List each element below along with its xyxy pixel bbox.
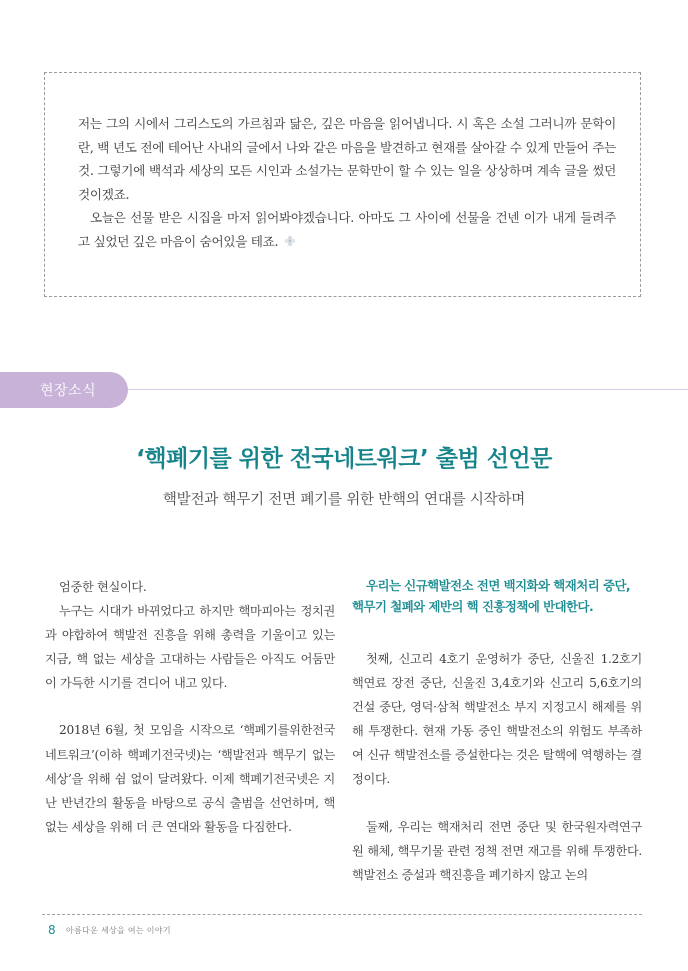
article-title: ‘핵폐기를 위한 전국네트워크’ 출범 선언문 [136,446,552,472]
right-lead-line-1: 우리는 신규핵발전소 전면 백지화와 핵재처리 중단, [366,578,631,593]
quote-text [78,112,616,254]
quote-paragraph-2 [78,206,616,253]
quote-paragraph-1: 저는 그의 시에서 그리스도의 가르침과 닮은, 깊은 마음을 읽어냅니다. 시 혹은 소설 그러니까 문학이란, 백 년도 전에 테어난 사내의 글에서 나와 같은 마음을 발견하고 현재를 살아갈 수 있게 만들어 주는 것. 그렇기에 백석과 세상의 모든 시인과 소설가는 문학만이 할 수 있는 일을 상상하며 계속 글을 썼던 것이겠죠. [78,116,616,202]
right-column [352,575,642,887]
footer-divider [42,914,642,915]
right-paragraph-2: 둘째, 우리는 핵재처리 전면 중단 및 한국원자력연구원 해체, 핵무기물 관련 정책 전면 재고를 위해 투쟁한다. 핵발전소 증설과 핵진흥을 폐기하지 않고 논의 [352,819,642,882]
footer-title: 아름다운 세상을 여는 이야기 [66,926,171,935]
left-column [45,575,335,839]
section-tag-label: 현장소식 [40,383,97,399]
right-paragraph-1: 첫째, 신고리 4호기 운영허가 중단, 신울진 1.2호기 핵연료 장전 중단, 신울진 3,4호기와 신고리 5,6호기의 건설 중단, 영덕·삼척 핵발전소 부지 지정고시 해제를 위해 투쟁한다. 현재 가동 중인 핵발전소의 위험도 부족하여 신규 핵발전소를 증설한다는 것은 탈핵에 역행하는 결정이다. [352,652,642,787]
right-lead [352,575,642,617]
flower-icon [282,233,298,249]
left-paragraph-2: 누구는 시대가 바뀌었다고 하지만 핵마피아는 정치권과 야합하여 핵발전 진흥을 위해 총력을 기울이고 있는 지금, 핵 없는 세상을 고대하는 사람들은 아직도 어둠만이 가득한 시기를 견디어 내고 있다. [45,604,335,691]
article-subtitle: 핵발전과 핵무기 전면 폐기를 위한 반핵의 연대를 시작하며 [162,492,526,508]
quote-paragraph-2-text: 오늘은 선물 받은 시집을 마저 읽어봐야겠습니다. 아마도 그 사이에 선물을 건넨 이가 내게 들려주고 싶었던 깊은 마음이 숨어있을 테죠. [78,210,616,249]
section-divider [128,389,688,390]
right-lead-line-2: 핵무기 철폐와 제반의 핵 진흥정책에 반대한다. [352,599,594,614]
section-tag [0,372,128,408]
page-number: 8 [48,923,56,937]
left-paragraph-1: 엄중한 현실이다. [59,580,147,594]
left-paragraph-3: 2018년 6월, 첫 모임을 시작으로 ‘핵폐기를위한전국네트워크’(이하 핵폐기전국넷)는 ‘핵발전과 핵무기 없는 세상’을 위해 쉼 없이 달려왔다. 이제 핵폐기전국넷은 지난 반년간의 활동을 바탕으로 공식 출범을 선언하며, 핵 없는 세상을 위해 더 큰 연대와 활동을 다짐한다. [45,723,335,834]
